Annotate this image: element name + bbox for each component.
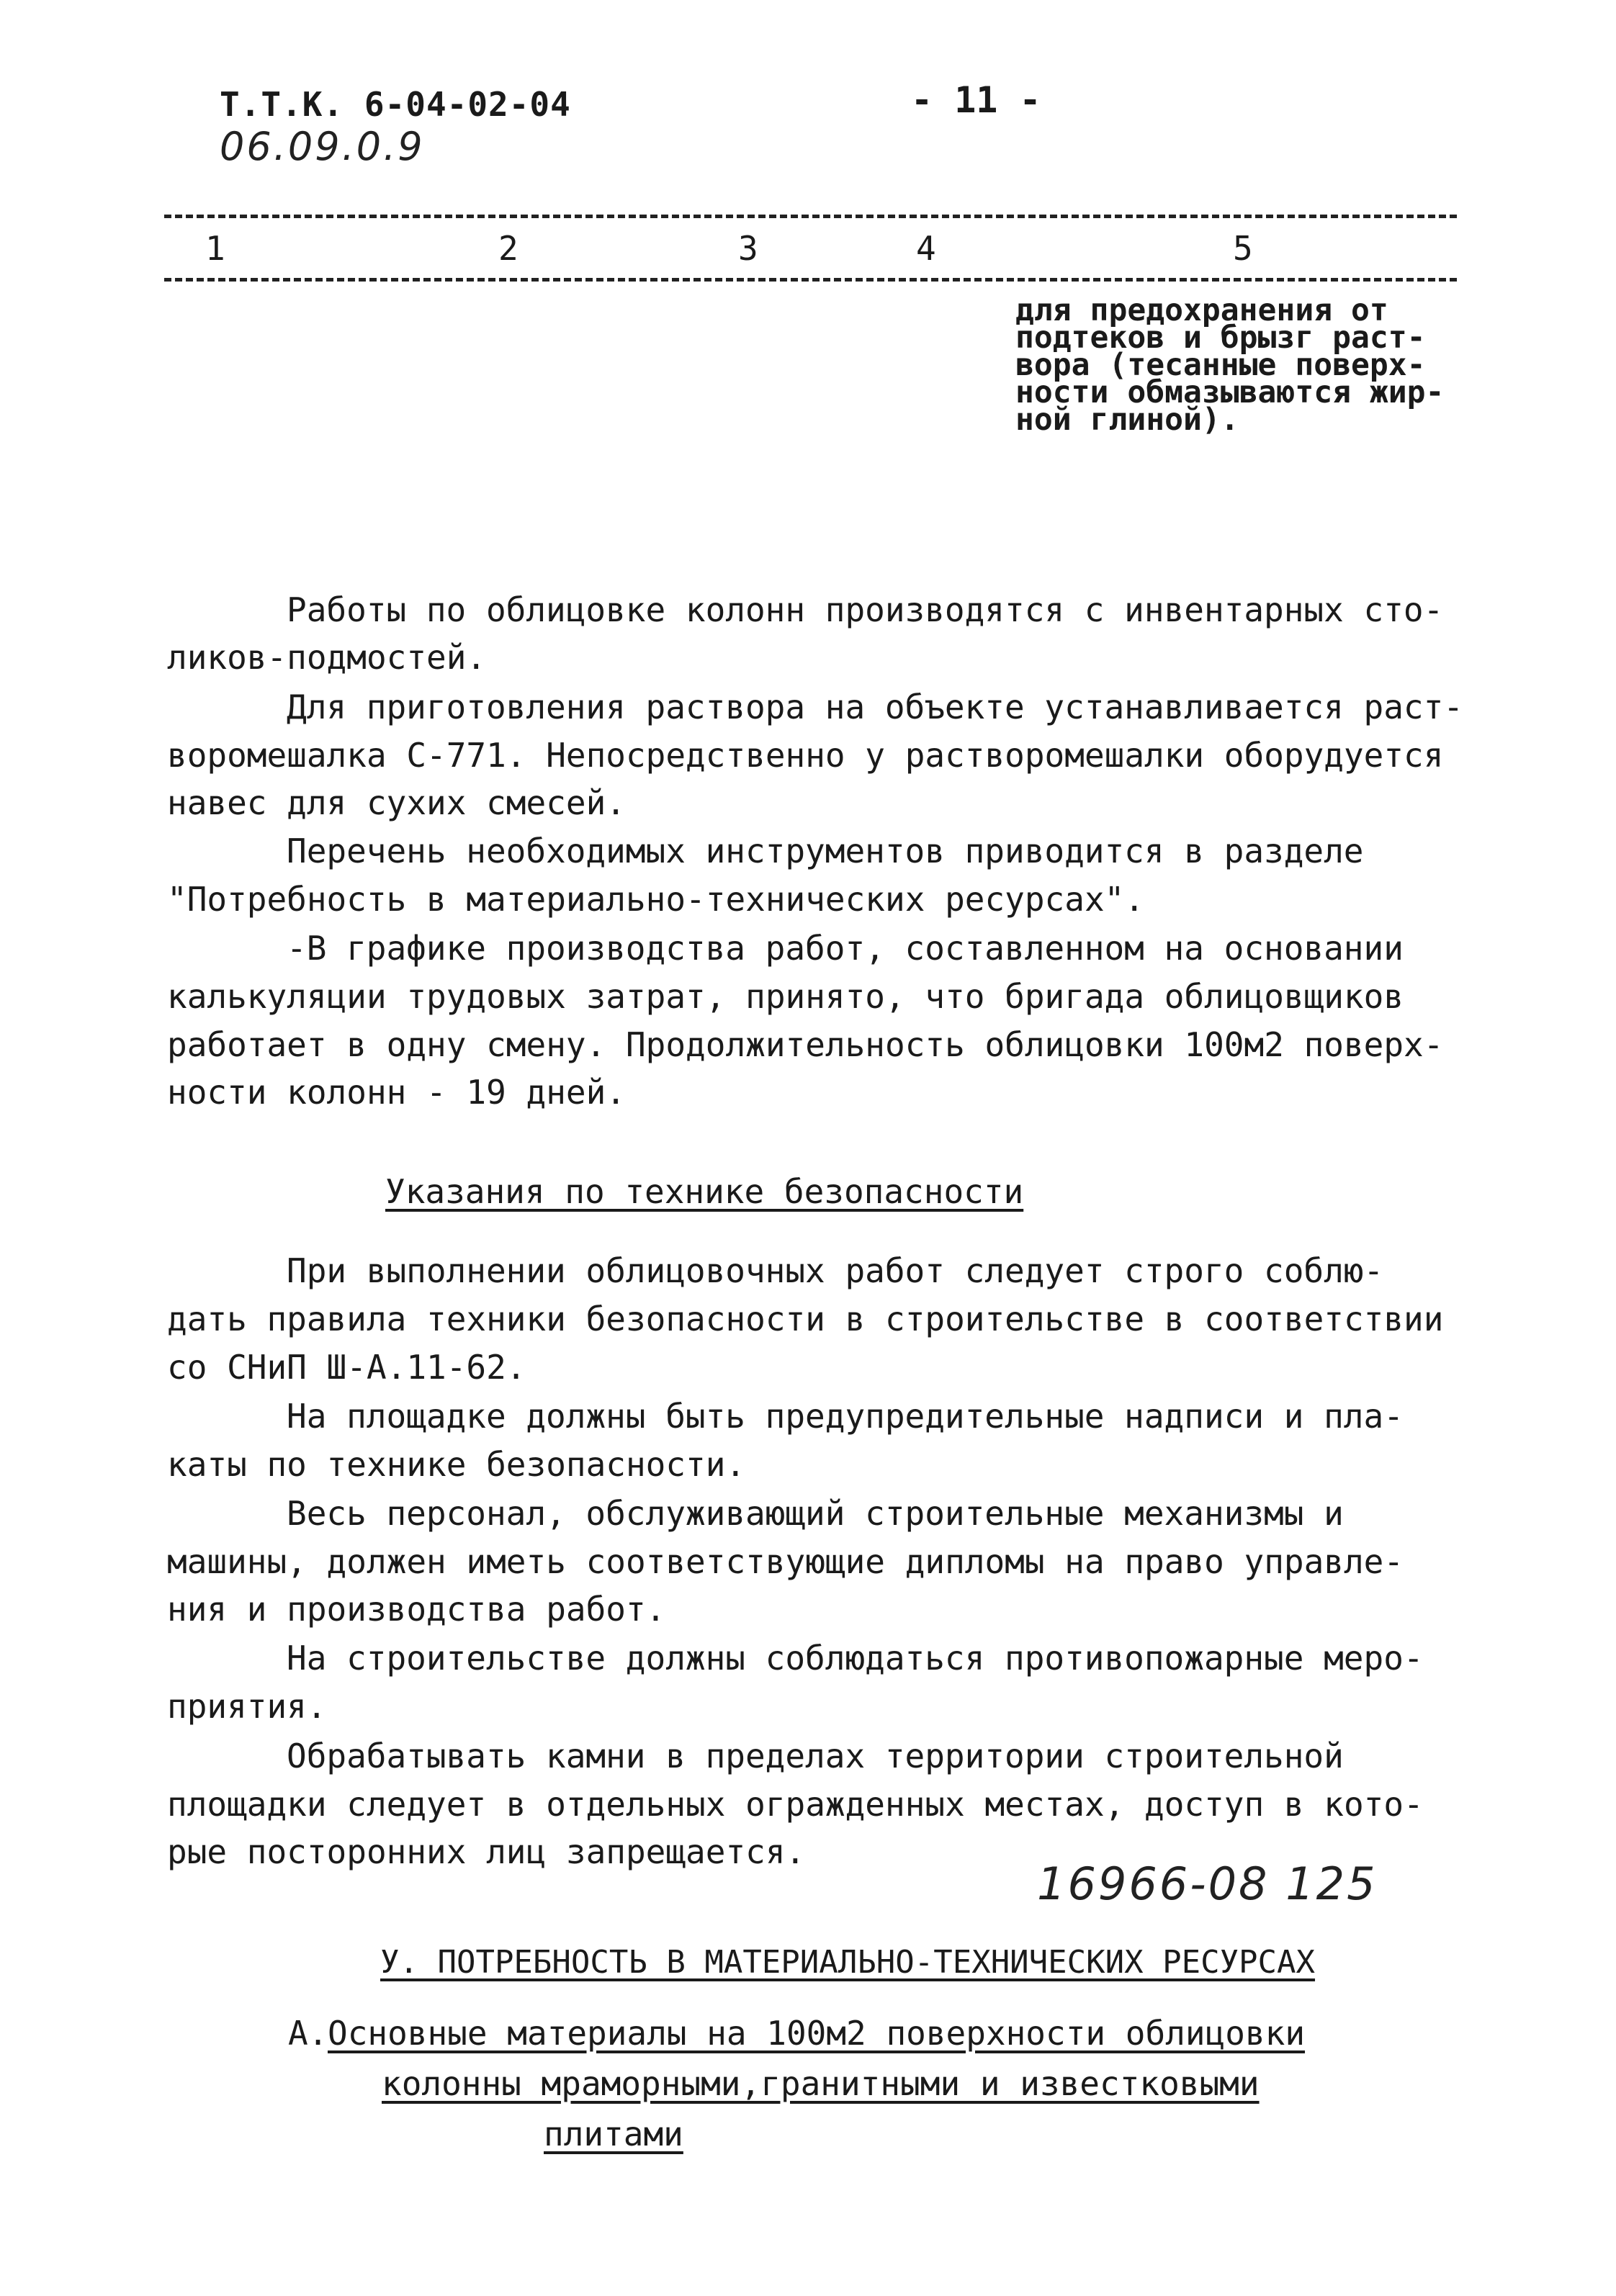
safety-line: каты по технике безопасности. (167, 1445, 746, 1484)
subsection-line: плитами (544, 2115, 683, 2153)
safety-line: рые посторонних лиц запрещается. (167, 1832, 806, 1871)
paragraph-line: воромешалка С-771. Непосредственно у растворомешалки оборудуется (167, 736, 1444, 775)
paragraph-line: калькуляции трудовых затрат, принято, что бригада облицовщиков (167, 977, 1404, 1016)
subsection-line: Основные материалы на 100м2 поверхности облицовки (328, 2014, 1306, 2053)
paragraph-line: навес для сухих смесей. (167, 783, 626, 822)
handwritten-stamp: 16966-08 125 (1037, 1858, 1378, 1910)
safety-line: При выполнении облицовочных работ следует строго соблю- (287, 1251, 1384, 1290)
safety-line: дать правила техники безопасности в строительстве в соответствии (167, 1300, 1444, 1338)
cell-line: для предохранения от (1015, 292, 1388, 328)
safety-line: Весь персонал, обслуживающий строительные механизмы и (287, 1494, 1344, 1533)
section-heading: У. ПОТРЕБНОСТЬ В МАТЕРИАЛЬНО-ТЕХНИЧЕСКИХ РЕСУРСАХ (380, 1944, 1316, 1981)
safety-heading: Указания по технике безопасности (385, 1172, 1024, 1211)
column-number-4: 4 (916, 229, 936, 268)
handwritten-code: 06.09.0.9 (220, 124, 425, 169)
column-number-3: 3 (738, 229, 758, 268)
doc-code: Т.Т.К. 6-04-02-04 (220, 85, 571, 124)
paragraph-line: Для приготовления раствора на объекте устанавливается раст- (287, 688, 1463, 726)
paragraph-line: Работы по облицовке колонн производятся с инвентарных сто- (287, 590, 1444, 629)
paragraph-line: "Потребность в материально-технических ресурсах". (167, 880, 1145, 919)
paragraph-line: -В графике производства работ, составленном на основании (287, 929, 1404, 968)
safety-line: со СНиП Ш-А.11-62. (167, 1348, 526, 1387)
subsection-prefix: А. (288, 2014, 328, 2053)
paragraph-line: Перечень необходимых инструментов приводится в разделе (287, 832, 1364, 870)
safety-line: приятия. (167, 1687, 327, 1726)
paragraph-line: ликов-подмостей. (167, 638, 487, 677)
page-number: - 11 - (911, 79, 1041, 121)
cell-line: вора (тесанные поверх- (1015, 347, 1426, 383)
cell-line: ной глиной). (1015, 402, 1239, 438)
paragraph-line: ности колонн - 19 дней. (167, 1073, 626, 1112)
cell-line: подтеков и брызг раст- (1015, 320, 1426, 356)
column-number-5: 5 (1233, 229, 1253, 268)
table-rule-bottom (164, 278, 1457, 282)
column-number-2: 2 (498, 229, 519, 268)
safety-line: На строительстве должны соблюдаться противопожарные меро- (287, 1639, 1424, 1678)
safety-line: На площадке должны быть предупредительные надписи и пла- (287, 1397, 1404, 1436)
table-rule-top (164, 215, 1457, 218)
cell-line: ности обмазываются жир- (1015, 374, 1445, 410)
subsection-line: колонны мраморными,гранитными и известковыми (382, 2064, 1260, 2103)
safety-line: ния и производства работ. (167, 1590, 666, 1629)
table-cell-col5 (1015, 292, 1445, 438)
safety-line: Обрабатывать камни в пределах территории строительной (287, 1737, 1344, 1775)
paragraph-line: работает в одну смену. Продолжительность облицовки 100м2 поверх- (167, 1025, 1444, 1064)
safety-line: площадки следует в отдельных огражденных местах, доступ в кото- (167, 1785, 1424, 1824)
safety-line: машины, должен иметь соответствующие дипломы на право управле- (167, 1542, 1404, 1581)
column-number-1: 1 (205, 229, 225, 268)
